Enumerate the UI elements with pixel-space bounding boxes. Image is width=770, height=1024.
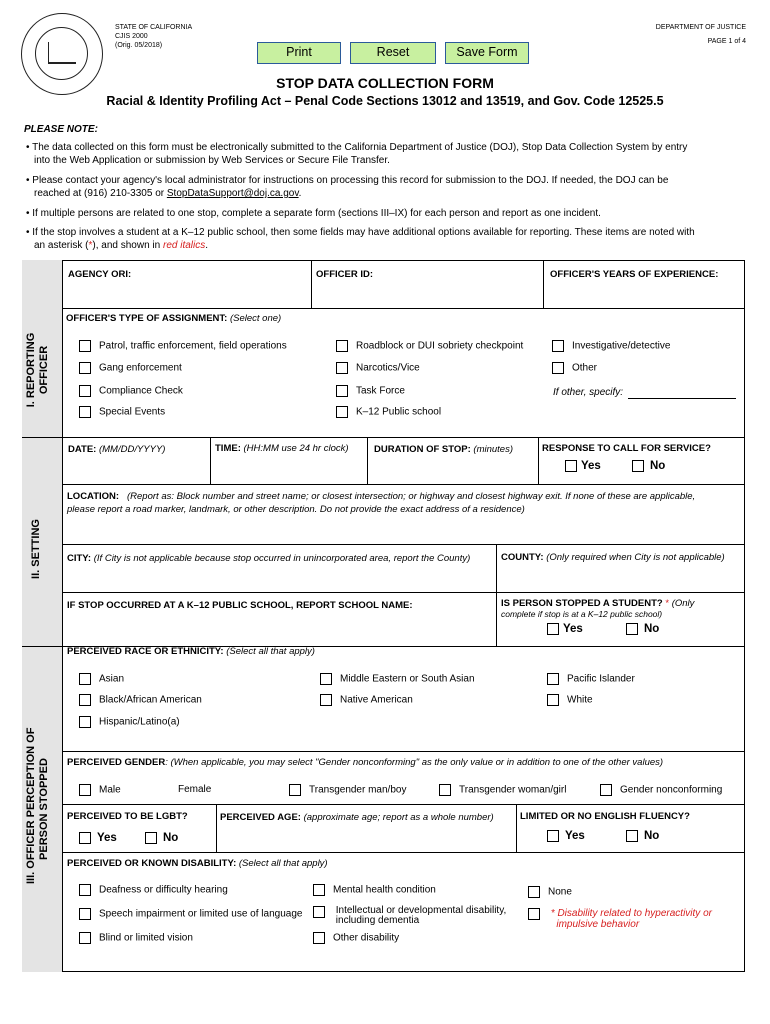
opt-special-events[interactable]: Special Events (79, 406, 165, 418)
native-checkbox[interactable] (320, 694, 332, 706)
pacific-checkbox[interactable] (547, 673, 559, 685)
section-1-label: I. REPORTING OFFICER (25, 332, 50, 408)
race-label: PERCEIVED RACE OR ETHNICITY: (Select all that apply) (67, 646, 315, 657)
disability-label: PERCEIVED OR KNOWN DISABILITY: (Select all that apply) (67, 858, 328, 869)
form-title: STOP DATA COLLECTION FORM (276, 75, 494, 91)
agency-ori-label: AGENCY ORI: (68, 269, 132, 280)
student-label: IS PERSON STOPPED A STUDENT? * (Only complete if stop is at a K–12 public school) (501, 598, 695, 619)
english-no-checkbox[interactable] (626, 830, 638, 842)
black-checkbox[interactable] (79, 694, 91, 706)
male-checkbox[interactable] (79, 784, 91, 796)
note-heading: PLEASE NOTE: (24, 124, 98, 135)
dis-hyperactivity[interactable]: * Disability related to hyperactivity or impulsive behavior (528, 908, 712, 930)
response-call-label: RESPONSE TO CALL FOR SERVICE? (542, 443, 711, 454)
opt-other[interactable]: Other (552, 362, 597, 374)
opt-patrol[interactable]: Patrol, traffic enforcement, field operations (79, 340, 287, 352)
gender-female[interactable]: Female (178, 784, 212, 795)
opt-compliance[interactable]: Compliance Check (79, 385, 183, 397)
age-label: PERCEIVED AGE: (approximate age; report as a whole number) (220, 812, 494, 823)
race-mideast[interactable]: Middle Eastern or South Asian (320, 673, 475, 685)
deaf-checkbox[interactable] (79, 884, 91, 896)
student-yes-checkbox[interactable] (547, 623, 559, 635)
response-no-option[interactable]: No (632, 460, 665, 472)
dis-speech[interactable]: Speech impairment or limited use of language (79, 908, 302, 920)
race-hispanic[interactable]: Hispanic/Latino(a) (79, 716, 180, 728)
english-fluency-label: LIMITED OR NO ENGLISH FLUENCY? (520, 811, 690, 822)
none-checkbox[interactable] (528, 886, 540, 898)
opt-investigative[interactable]: Investigative/detective (552, 340, 670, 352)
english-yes-checkbox[interactable] (547, 830, 559, 842)
race-asian[interactable]: Asian (79, 673, 124, 685)
lgbt-no-checkbox[interactable] (145, 832, 157, 844)
english-yes-option[interactable]: Yes (547, 830, 585, 842)
gender-label: PERCEIVED GENDER: (When applicable, you may select "Gender nonconforming" as the only value or in addition to one of the other values) (67, 757, 664, 768)
reset-button[interactable]: Reset (350, 42, 436, 64)
dis-mental[interactable]: Mental health condition (313, 884, 436, 896)
roadblock-checkbox[interactable] (336, 340, 348, 352)
state-label: STATE OF CALIFORNIA (115, 24, 193, 31)
note-bullet-1: • The data collected on this form must be electronically submitted to the California Department of Justice (DOJ), Stop Data Collection System by entry into the Web Application or submission by Web Services or Secure File Transfer. (26, 142, 688, 166)
student-yes-option[interactable]: Yes (547, 623, 583, 635)
intellectual-checkbox[interactable] (313, 906, 325, 918)
opt-roadblock[interactable]: Roadblock or DUI sobriety checkpoint (336, 340, 523, 352)
form-orig-date: (Orig. 05/2018) (115, 42, 163, 49)
date-label: DATE: (MM/DD/YYYY) (68, 444, 166, 455)
hyperactivity-checkbox[interactable] (528, 908, 540, 920)
location-label: LOCATION: (Report as: Block number and street name; or closest intersection; or highway and closest highway exit. If none of these are applicable, please report a road marker, landmark, or other description. Do not provide the exact address of a residence) (67, 491, 696, 515)
city-label: CITY: (If City is not applicable because stop occurred in unincorporated area, report the County) (67, 553, 471, 564)
mideast-checkbox[interactable] (320, 673, 332, 685)
assignment-label: OFFICER'S TYPE OF ASSIGNMENT: (Select one) (66, 313, 282, 324)
compliance-checkbox[interactable] (79, 385, 91, 397)
county-label: COUNTY: (Only required when City is not applicable) (501, 552, 725, 563)
task-force-checkbox[interactable] (336, 385, 348, 397)
response-no-checkbox[interactable] (632, 460, 644, 472)
student-no-option[interactable]: No (626, 623, 659, 635)
print-button[interactable]: Print (257, 42, 341, 64)
special-events-checkbox[interactable] (79, 406, 91, 418)
doj-support-email-link[interactable]: StopDataSupport@doj.ca.gov (166, 188, 299, 199)
gender-trans-man[interactable]: Transgender man/boy (289, 784, 406, 796)
blind-checkbox[interactable] (79, 932, 91, 944)
lgbt-no-option[interactable]: No (145, 832, 178, 844)
section-2-label: II. SETTING (30, 519, 42, 579)
lgbt-yes-option[interactable]: Yes (79, 832, 117, 844)
nonconforming-checkbox[interactable] (600, 784, 612, 796)
patrol-checkbox[interactable] (79, 340, 91, 352)
race-native[interactable]: Native American (320, 694, 413, 706)
years-experience-label: OFFICER'S YEARS OF EXPERIENCE: (550, 269, 719, 280)
opt-narcotics[interactable]: Narcotics/Vice (336, 362, 420, 374)
dis-deaf[interactable]: Deafness or difficulty hearing (79, 884, 228, 896)
duration-label: DURATION OF STOP: (minutes) (374, 444, 513, 455)
race-black[interactable]: Black/African American (79, 694, 202, 706)
department-label: DEPARTMENT OF JUSTICE (655, 24, 746, 31)
opt-gang[interactable]: Gang enforcement (79, 362, 182, 374)
lgbt-label: PERCEIVED TO BE LGBT? (67, 811, 188, 822)
mental-checkbox[interactable] (313, 884, 325, 896)
other-specify-field[interactable] (628, 386, 736, 399)
page-number: PAGE 1 of 4 (707, 38, 746, 45)
officer-id-label: OFFICER ID: (316, 269, 373, 280)
response-yes-option[interactable]: Yes (565, 460, 601, 472)
dis-none[interactable]: None (528, 886, 572, 898)
other-disability-checkbox[interactable] (313, 932, 325, 944)
k12-school-checkbox[interactable] (336, 406, 348, 418)
section-3-label: III. OFFICER PERCEPTION OF PERSON STOPPED (25, 727, 50, 884)
other-checkbox[interactable] (552, 362, 564, 374)
dis-other[interactable]: Other disability (313, 932, 399, 944)
speech-checkbox[interactable] (79, 908, 91, 920)
investigative-checkbox[interactable] (552, 340, 564, 352)
note-bullet-3: • If multiple persons are related to one stop, complete a separate form (sections III–IX) for each person and report as one incident. (26, 208, 601, 219)
race-pacific[interactable]: Pacific Islander (547, 673, 635, 685)
note-bullet-2: • Please contact your agency's local administrator for instructions on processing this record for submission to the DOJ. If needed, the DOJ can be reached at (916) 210-3305 or StopDataSupport@doj.ca.gov. (26, 175, 669, 199)
trans-man-checkbox[interactable] (289, 784, 301, 796)
opt-k12-school[interactable]: K–12 Public school (336, 406, 441, 418)
narcotics-checkbox[interactable] (336, 362, 348, 374)
form-code: CJIS 2000 (115, 33, 148, 40)
asian-checkbox[interactable] (79, 673, 91, 685)
time-label: TIME: (HH:MM use 24 hr clock) (215, 443, 349, 454)
trans-woman-checkbox[interactable] (439, 784, 451, 796)
lgbt-yes-checkbox[interactable] (79, 832, 91, 844)
gender-male[interactable]: Male (79, 784, 121, 796)
race-white[interactable]: White (547, 694, 593, 706)
response-yes-checkbox[interactable] (565, 460, 577, 472)
gang-checkbox[interactable] (79, 362, 91, 374)
if-other-label: If other, specify: (553, 387, 624, 398)
student-no-checkbox[interactable] (626, 623, 638, 635)
gender-trans-woman[interactable]: Transgender woman/girl (439, 784, 566, 796)
form-subtitle: Racial & Identity Profiling Act – Penal Code Sections 13012 and 13519, and Gov. Code 12525.5 (106, 94, 664, 108)
note-bullet-4: • If the stop involves a student at a K–12 public school, then some fields may have additional options available for reporting. These items are noted with an asterisk (*), and shown in red italics. (26, 227, 695, 251)
dis-intellectual[interactable]: Intellectual or developmental disability, including dementia (313, 906, 506, 926)
white-checkbox[interactable] (547, 694, 559, 706)
save-form-button[interactable]: Save Form (445, 42, 529, 64)
dis-blind[interactable]: Blind or limited vision (79, 932, 193, 944)
gender-nonconforming[interactable]: Gender nonconforming (600, 784, 722, 796)
school-name-label: IF STOP OCCURRED AT A K–12 PUBLIC SCHOOL, REPORT SCHOOL NAME: (67, 600, 413, 611)
hispanic-checkbox[interactable] (79, 716, 91, 728)
opt-task-force[interactable]: Task Force (336, 385, 405, 397)
english-no-option[interactable]: No (626, 830, 659, 842)
